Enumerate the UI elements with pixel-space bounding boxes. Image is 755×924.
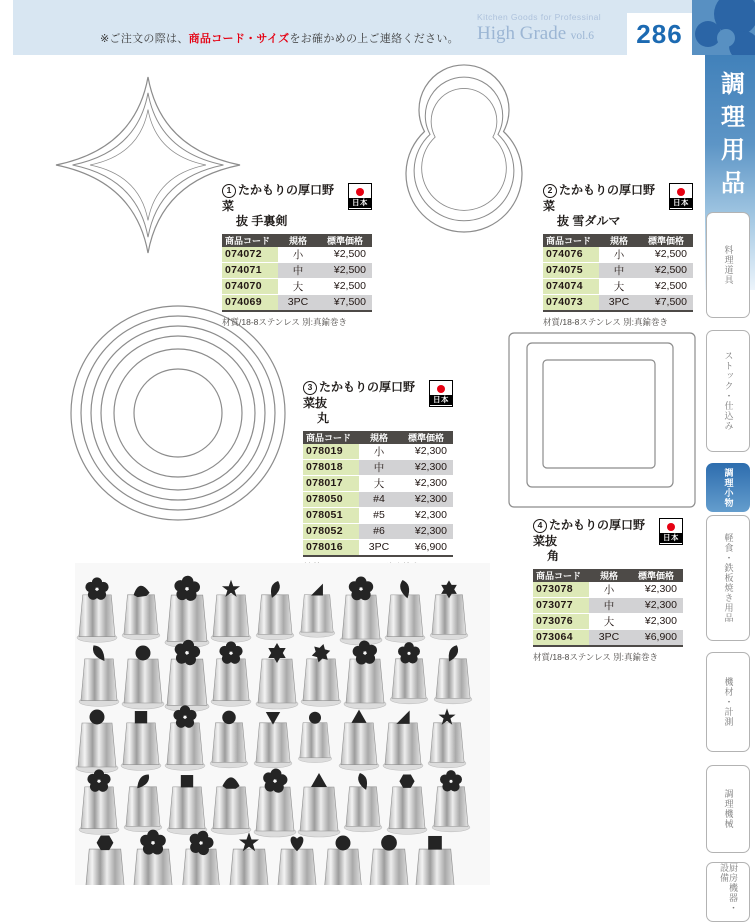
price: ¥2,300 (399, 475, 453, 491)
spec-size: 中 (278, 262, 318, 278)
price: ¥2,300 (399, 523, 453, 539)
column-header: 規格 (278, 234, 318, 247)
spec-size: 大 (589, 613, 629, 629)
price: ¥2,300 (399, 444, 453, 460)
price: ¥2,300 (399, 459, 453, 475)
product-title (222, 183, 345, 230)
price-table-row (303, 523, 453, 539)
product-title (303, 380, 426, 427)
product-code: 074075 (543, 262, 599, 278)
product-header (222, 183, 372, 230)
price: ¥2,500 (639, 278, 693, 294)
spec-size: 3PC (359, 539, 399, 556)
spec-size: 大 (278, 278, 318, 294)
sidebar-tab[interactable] (706, 765, 750, 853)
sidebar-tab-label: 調理小物 (723, 467, 734, 508)
sidebar-tab-label: 厨房機器・設備 (719, 863, 738, 913)
product-section-square (533, 518, 683, 663)
price-table-row (543, 278, 693, 294)
spec-size: #5 (359, 507, 399, 523)
column-header: 標準価格 (399, 431, 453, 444)
price-table-row (533, 613, 683, 629)
japan-flag-icon (437, 385, 445, 393)
product-code: 073077 (533, 597, 589, 613)
column-header: 商品コード (303, 431, 359, 444)
price: ¥2,500 (318, 262, 372, 278)
origin-label: 日本 (660, 533, 682, 543)
price-table-row (543, 294, 693, 311)
product-code: 073064 (533, 629, 589, 646)
product-code: 073078 (533, 582, 589, 598)
shuriken-outline (56, 77, 240, 253)
price-table (303, 431, 453, 557)
notice-highlight: 商品コード・サイズ (188, 33, 290, 45)
brand-title: High Grade (477, 22, 567, 44)
price-table-row (222, 278, 372, 294)
snowman-outline (406, 65, 522, 232)
price: ¥7,500 (318, 294, 372, 311)
made-in-japan-badge (348, 183, 372, 210)
spec-size: 小 (278, 247, 318, 263)
spec-size: 3PC (599, 294, 639, 311)
spec-size: 小 (359, 444, 399, 460)
product-title-line1: たかもりの厚口野菜 (543, 183, 656, 213)
product-code: 078050 (303, 491, 359, 507)
price-table-row (222, 294, 372, 311)
spec-size: #4 (359, 491, 399, 507)
japan-flag-icon (677, 188, 685, 196)
column-header: 標準価格 (639, 234, 693, 247)
product-photo (75, 563, 490, 885)
spec-size: 3PC (278, 294, 318, 311)
price-table-row (543, 247, 693, 263)
product-title (543, 183, 666, 230)
corner-decoration (692, 0, 755, 55)
price-table-row (543, 262, 693, 278)
made-in-japan-badge (429, 380, 453, 407)
product-title-line2: 丸 (317, 411, 330, 426)
price-table (543, 234, 693, 312)
spec-size: 大 (359, 475, 399, 491)
sidebar-tab-label: 軽食・鉄板焼き用品 (723, 533, 734, 623)
page-number-box (627, 13, 692, 55)
sidebar-tab[interactable] (706, 515, 750, 641)
column-header: 商品コード (222, 234, 278, 247)
spec-size: 小 (599, 247, 639, 263)
price: ¥7,500 (639, 294, 693, 311)
price-table-row (303, 459, 453, 475)
product-code: 074069 (222, 294, 278, 311)
column-header: 商品コード (543, 234, 599, 247)
product-code: 078016 (303, 539, 359, 556)
brand-tagline: Kitchen Goods for Professinal (477, 12, 602, 22)
sidebar-tab[interactable] (706, 330, 750, 452)
price-table (533, 569, 683, 647)
column-header: 商品コード (533, 569, 589, 582)
product-code: 078019 (303, 444, 359, 460)
spec-size: 大 (599, 278, 639, 294)
column-header: 標準価格 (629, 569, 683, 582)
price-table-row (533, 582, 683, 598)
product-code: 074076 (543, 247, 599, 263)
price: ¥6,900 (629, 629, 683, 646)
product-code: 078052 (303, 523, 359, 539)
material-note: 材質/18-8ステンレス 別:真鍮巻き (533, 651, 659, 662)
sidebar-tab[interactable] (706, 463, 750, 512)
material-note: 材質/18-8ステンレス 別:真鍮巻き (222, 316, 348, 327)
spec-size: 中 (359, 459, 399, 475)
origin-label: 日本 (430, 395, 452, 405)
price: ¥2,500 (639, 247, 693, 263)
price-table-row (303, 507, 453, 523)
column-header: 規格 (589, 569, 629, 582)
price: ¥2,300 (629, 597, 683, 613)
product-header (533, 518, 683, 565)
price: ¥2,300 (629, 582, 683, 598)
price-table-row (303, 475, 453, 491)
price: ¥2,500 (639, 262, 693, 278)
material-note: 材質/18-8ステンレス 別:真鍮巻き (543, 316, 669, 327)
order-notice (100, 30, 459, 46)
product-code: 074073 (543, 294, 599, 311)
spec-size: 中 (599, 262, 639, 278)
sidebar-tab[interactable] (706, 862, 750, 922)
sidebar-tab[interactable] (706, 652, 750, 752)
round-outline (71, 306, 285, 520)
price-table-row (533, 629, 683, 646)
price-table-row (303, 539, 453, 556)
sidebar-tab-label: 料理道具 (723, 245, 734, 285)
price: ¥2,500 (318, 278, 372, 294)
product-title-line2: 抜 手裏剣 (236, 214, 288, 229)
made-in-japan-badge (669, 183, 693, 210)
product-header (303, 380, 453, 427)
product-code: 078017 (303, 475, 359, 491)
column-header: 規格 (359, 431, 399, 444)
sidebar-tab-label: 機材・計測 (723, 677, 734, 727)
product-section-round (303, 380, 453, 573)
sidebar-tab[interactable] (706, 212, 750, 318)
price-table-header-row (222, 234, 372, 247)
price-table (222, 234, 372, 312)
column-header: 標準価格 (318, 234, 372, 247)
spec-size: 小 (589, 582, 629, 598)
price-table-row (303, 491, 453, 507)
sidebar-tab-label: 調理機械 (723, 789, 734, 829)
sidebar-category-label: 調理用品 (716, 71, 744, 203)
product-code: 074072 (222, 247, 278, 263)
square-outline (509, 333, 695, 507)
spec-size: #6 (359, 523, 399, 539)
product-title (533, 518, 656, 565)
price-table-row (533, 597, 683, 613)
spec-size: 中 (589, 597, 629, 613)
section-number-icon: 3 (303, 381, 317, 395)
price-table-row (222, 247, 372, 263)
section-number-icon: 4 (533, 519, 547, 533)
product-title-line2: 抜 雪ダルマ (557, 214, 621, 229)
price-table-row (222, 262, 372, 278)
origin-label: 日本 (670, 198, 692, 208)
japan-flag-icon (667, 523, 675, 531)
product-header (543, 183, 693, 230)
notice-suffix: をお確かめの上ご連絡ください。 (289, 33, 459, 45)
product-title-line1: たかもりの厚口野菜抜 (533, 518, 646, 548)
product-title-line2: 角 (547, 549, 560, 564)
section-number-icon: 2 (543, 184, 557, 198)
product-code: 078051 (303, 507, 359, 523)
product-section-snowman (543, 183, 693, 328)
product-code: 078018 (303, 459, 359, 475)
page-number: 286 (636, 18, 683, 49)
price: ¥2,300 (399, 507, 453, 523)
origin-label: 日本 (349, 198, 371, 208)
product-code: 074071 (222, 262, 278, 278)
product-code: 073076 (533, 613, 589, 629)
made-in-japan-badge (659, 518, 683, 545)
price-table-header-row (543, 234, 693, 247)
price: ¥2,300 (399, 491, 453, 507)
price-table-header-row (533, 569, 683, 582)
price: ¥6,900 (399, 539, 453, 556)
product-title-line1: たかもりの厚口野菜 (222, 183, 335, 213)
price-table-header-row (303, 431, 453, 444)
product-title-line1: たかもりの厚口野菜抜 (303, 380, 416, 410)
price: ¥2,500 (318, 247, 372, 263)
column-header: 規格 (599, 234, 639, 247)
spec-size: 3PC (589, 629, 629, 646)
price-table-row (303, 444, 453, 460)
product-code: 074070 (222, 278, 278, 294)
japan-flag-icon (356, 188, 364, 196)
sidebar-tab-label: ストック・仕込み (723, 351, 734, 431)
price: ¥2,300 (629, 613, 683, 629)
product-section-shuriken (222, 183, 372, 328)
brand-volume: vol.6 (570, 29, 594, 42)
brand-block (477, 13, 601, 45)
product-code: 074074 (543, 278, 599, 294)
section-number-icon: 1 (222, 184, 236, 198)
flower-motif-icon (692, 0, 755, 55)
notice-prefix: ※ご注文の際は、 (100, 33, 189, 45)
